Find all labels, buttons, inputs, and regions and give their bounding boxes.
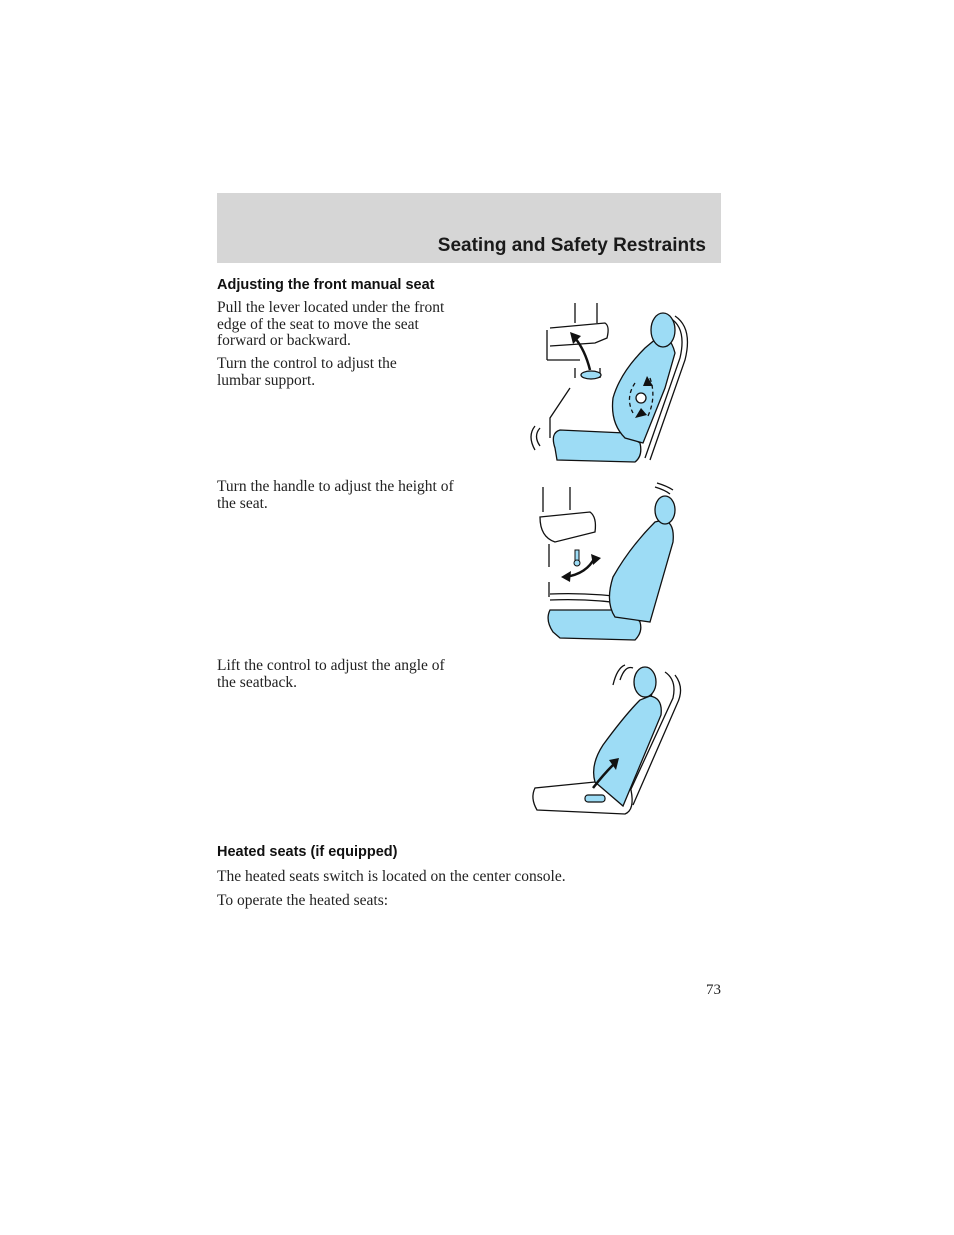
heading-heated-seats: Heated seats (if equipped) — [217, 844, 398, 860]
paragraph-recline: Lift the control to adjust the angle of the seatback. — [217, 657, 445, 691]
section-title: Seating and Safety Restraints — [437, 235, 706, 256]
page-number: 73 — [706, 982, 721, 998]
paragraph-height: Turn the handle to adjust the height of the seat. — [217, 478, 454, 512]
seatback-recline-illustration — [525, 660, 700, 820]
paragraph-heated-switch: The heated seats switch is located on the center console. — [217, 868, 566, 885]
seat-fore-aft-lumbar-illustration — [525, 298, 700, 468]
seat-height-illustration — [535, 482, 695, 644]
paragraph-lumbar: Turn the control to adjust the lumbar support. — [217, 355, 397, 389]
paragraph-fore-aft: Pull the lever located under the front edge of the seat to move the seat forward or backward. — [217, 299, 445, 349]
paragraph-heated-operate: To operate the heated seats: — [217, 892, 389, 909]
heading-manual-seat: Adjusting the front manual seat — [217, 277, 435, 293]
section-header-band — [217, 193, 721, 263]
